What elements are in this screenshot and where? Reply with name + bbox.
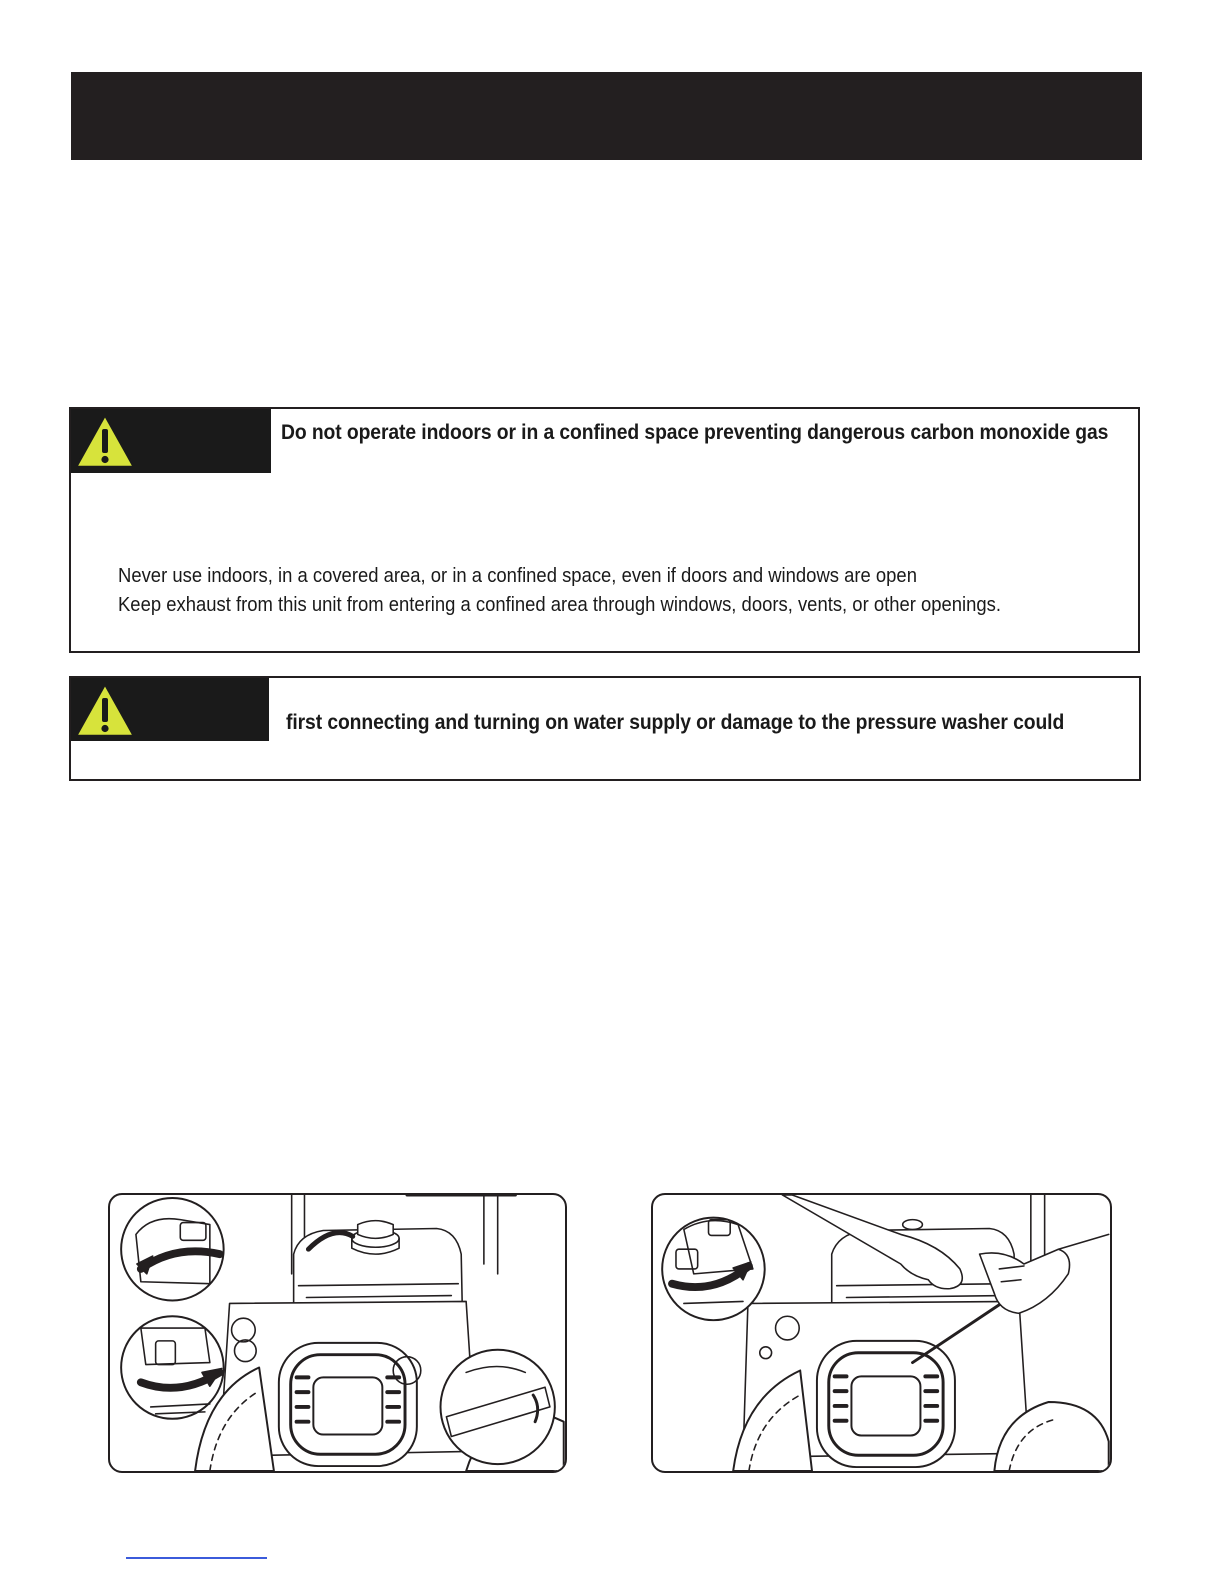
warning-box-carbon-monoxide <box>69 407 1140 653</box>
warning-triangle-icon <box>74 412 136 470</box>
warning-triangle-icon <box>74 681 136 739</box>
warning-label <box>71 409 271 473</box>
warning-label <box>71 678 269 741</box>
warning-bullet: Never use indoors, in a covered area, or in a confined space, even if doors and windows are open <box>118 564 917 587</box>
engine-fuel-valve-and-choke-illustration <box>108 1193 567 1473</box>
footer-link-underline <box>126 1557 267 1559</box>
warning-headline: Do not operate indoors or in a confined space preventing dangerous carbon monoxide gas <box>281 421 1109 444</box>
warning-bullet: Keep exhaust from this unit from entering a confined area through windows, doors, vents, or other openings. <box>118 593 1002 616</box>
warning-headline: first connecting and turning on water supply or damage to the pressure washer could <box>286 711 1065 734</box>
engine-recoil-start-illustration <box>651 1193 1112 1473</box>
section-header-bar <box>71 72 1142 160</box>
warning-bullet-list <box>118 561 1099 619</box>
warning-box-water-supply <box>69 676 1141 781</box>
